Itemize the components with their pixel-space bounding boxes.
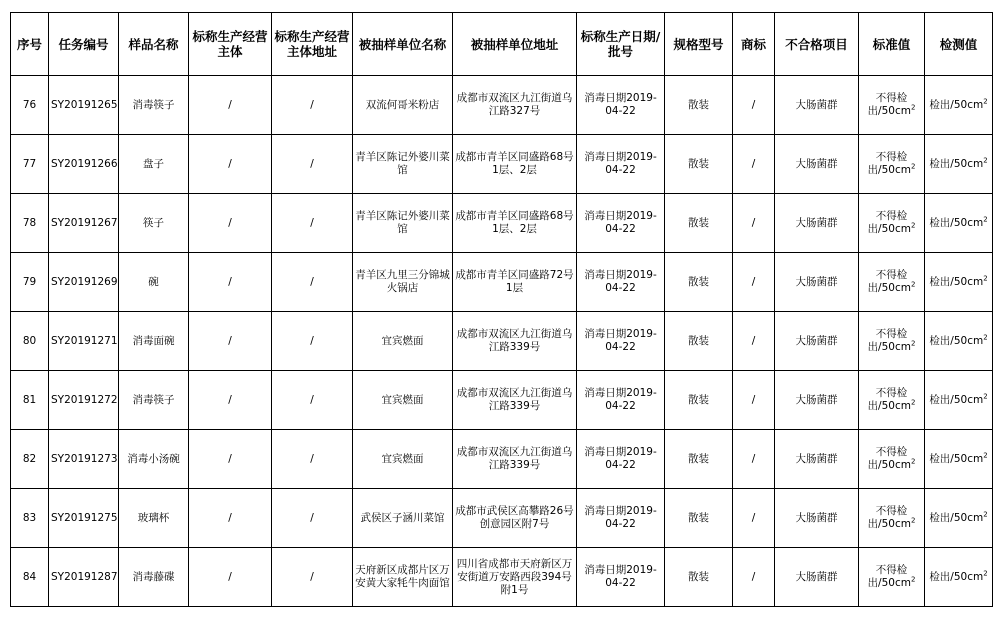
cell-no-text: 80 [22,334,37,347]
cell-sampled-unit-address-text: 成都市青羊区同盛路68号1层、2层 [455,151,574,176]
cell-sampled-unit [353,371,453,430]
cell-sample-name [119,135,189,194]
cell-production-date [577,548,665,607]
cell-standard-value [859,430,925,489]
cell-sampled-unit-address-text: 四川省成都市天府新区万安街道万安路西段394号附1号 [456,557,573,596]
cell-failed-item [775,312,859,371]
cell-spec [665,312,733,371]
cell-production-date-text: 消毒日期2019-04-22 [584,505,657,530]
cell-producer-text: / [228,275,232,288]
cell-sample-name [119,76,189,135]
cell-no-text: 81 [22,393,37,406]
cell-sampled-unit-address [453,253,577,312]
cell-producer-address [272,253,353,312]
cell-sampled-unit-text: 青羊区陈记外婆川菜馆 [355,151,450,176]
cell-standard-value [859,489,925,548]
cell-sampled-unit [353,194,453,253]
cell-failed-item-text: 大肠菌群 [795,570,838,583]
inspection-table [10,12,993,607]
cell-spec [665,76,733,135]
cell-test-value-text: 检出/50cm [929,570,984,583]
cell-spec [665,135,733,194]
table-row [11,76,993,135]
unit-exponent: 2 [910,575,916,584]
cell-no [11,371,49,430]
cell-sample-name [119,194,189,253]
header-test-value: 检测值 [925,13,993,76]
cell-production-date-text: 消毒日期2019-04-22 [584,151,657,176]
cell-failed-item [775,76,859,135]
cell-no-text: 82 [22,452,37,465]
cell-sampled-unit-address-text: 成都市双流区九江街道乌江路339号 [456,387,573,412]
cell-producer-address-text: / [310,98,314,111]
cell-test-value-text: 检出/50cm [929,216,984,229]
table-row [11,371,993,430]
cell-sample-name-text: 消毒筷子 [132,393,175,406]
cell-no [11,76,49,135]
table-row [11,194,993,253]
header-sampled-unit-address: 被抽样单位地址 [453,13,577,76]
cell-test-value [925,548,993,607]
cell-producer-text: / [228,393,232,406]
cell-standard-value [859,194,925,253]
cell-failed-item [775,548,859,607]
cell-failed-item-text: 大肠菌群 [795,511,838,524]
cell-no-text: 78 [22,216,37,229]
cell-task-id-text: SY20191287 [51,570,118,583]
cell-brand-text: / [751,157,756,170]
cell-no-text: 84 [22,570,37,583]
cell-spec-text: 散装 [688,570,709,583]
cell-failed-item-text: 大肠菌群 [795,275,838,288]
cell-standard-value-text: 不得检出/50cm [867,564,911,589]
cell-brand [733,430,775,489]
cell-standard-value [859,135,925,194]
cell-sampled-unit-address-text: 成都市双流区九江街道乌江路339号 [456,446,573,471]
cell-producer-address-text: / [310,393,314,406]
cell-sampled-unit-address [453,548,577,607]
cell-production-date-text: 消毒日期2019-04-22 [584,387,657,412]
cell-task-id [49,312,119,371]
cell-production-date-text: 消毒日期2019-04-22 [584,269,657,294]
cell-sampled-unit [353,312,453,371]
cell-failed-item [775,430,859,489]
cell-brand-text: / [751,216,756,229]
cell-spec-text: 散装 [688,393,709,406]
cell-production-date [577,430,665,489]
cell-producer-address-text: / [310,570,314,583]
cell-test-value-text: 检出/50cm [929,393,984,406]
cell-sample-name-text: 筷子 [143,216,164,229]
cell-standard-value-text: 不得检出/50cm [867,328,911,353]
cell-producer-address-text: / [310,275,314,288]
cell-sampled-unit [353,489,453,548]
cell-producer-text: / [228,216,232,229]
cell-production-date [577,76,665,135]
cell-production-date [577,489,665,548]
table-row [11,312,993,371]
cell-no-text: 83 [22,511,37,524]
cell-test-value-text: 检出/50cm [929,334,984,347]
header-sampled-unit: 被抽样单位名称 [353,13,453,76]
cell-sample-name [119,371,189,430]
cell-spec [665,548,733,607]
cell-sampled-unit-address [453,371,577,430]
cell-failed-item-text: 大肠菌群 [795,334,838,347]
cell-no [11,312,49,371]
cell-brand-text: / [751,511,756,524]
table-row [11,135,993,194]
table-body [11,76,993,607]
cell-sampled-unit [353,548,453,607]
table-row [11,489,993,548]
cell-failed-item [775,253,859,312]
table-row [11,430,993,489]
cell-sampled-unit-address [453,312,577,371]
cell-failed-item [775,371,859,430]
cell-spec-text: 散装 [688,511,709,524]
cell-sampled-unit [353,76,453,135]
header-producer: 标称生产经营主体 [189,13,272,76]
cell-sampled-unit [353,135,453,194]
unit-exponent: 2 [910,103,916,112]
cell-production-date-text: 消毒日期2019-04-22 [584,92,657,117]
cell-producer [189,76,272,135]
cell-test-value [925,430,993,489]
cell-test-value [925,253,993,312]
cell-brand [733,76,775,135]
cell-task-id-text: SY20191269 [51,275,118,288]
cell-spec-text: 散装 [688,98,709,111]
cell-sampled-unit-text: 青羊区九里三分锦城火锅店 [355,269,450,294]
header-spec: 规格型号 [665,13,733,76]
cell-producer-text: / [228,511,232,524]
cell-sampled-unit-address-text: 成都市武侯区高攀路26号创意园区附7号 [455,505,574,530]
cell-test-value [925,194,993,253]
cell-sampled-unit-address [453,76,577,135]
cell-sampled-unit-address-text: 成都市青羊区同盛路68号1层、2层 [455,210,574,235]
header-failed-item: 不合格项目 [775,13,859,76]
cell-failed-item-text: 大肠菌群 [795,98,838,111]
unit-exponent: 2 [983,392,988,400]
cell-sampled-unit-text: 天府新区成都片区万安黄大家牦牛肉面馆 [355,564,450,589]
cell-production-date-text: 消毒日期2019-04-22 [584,328,657,353]
cell-failed-item-text: 大肠菌群 [795,393,838,406]
cell-producer-text: / [228,452,232,465]
unit-exponent: 2 [983,569,988,577]
unit-exponent: 2 [983,215,988,223]
cell-producer [189,430,272,489]
header-task-id: 任务编号 [49,13,119,76]
cell-producer-text: / [228,334,232,347]
cell-producer [189,253,272,312]
cell-failed-item-text: 大肠菌群 [795,452,838,465]
cell-standard-value-text: 不得检出/50cm [867,210,911,235]
cell-producer [189,312,272,371]
cell-failed-item [775,194,859,253]
unit-exponent: 2 [983,333,988,341]
cell-brand [733,253,775,312]
cell-spec-text: 散装 [688,216,709,229]
cell-sampled-unit-address [453,194,577,253]
cell-sampled-unit-text: 武侯区子涵川菜馆 [360,511,445,524]
cell-spec-text: 散装 [688,452,709,465]
cell-production-date [577,371,665,430]
cell-spec [665,430,733,489]
cell-test-value-text: 检出/50cm [929,511,984,524]
table-row [11,253,993,312]
cell-sample-name [119,253,189,312]
unit-exponent: 2 [910,398,916,407]
cell-spec-text: 散装 [688,157,709,170]
cell-sampled-unit-text: 宜宾燃面 [381,393,424,406]
cell-sampled-unit-text: 青羊区陈记外婆川菜馆 [355,210,450,235]
cell-brand [733,489,775,548]
cell-test-value-text: 检出/50cm [929,275,984,288]
cell-sampled-unit [353,253,453,312]
table-header-row [11,13,993,76]
cell-brand [733,312,775,371]
cell-task-id-text: SY20191265 [51,98,118,111]
cell-brand [733,371,775,430]
header-sample-name: 样品名称 [119,13,189,76]
cell-producer-address [272,76,353,135]
cell-production-date-text: 消毒日期2019-04-22 [584,446,657,471]
cell-sample-name-text: 消毒藤碟 [132,570,175,583]
cell-spec [665,253,733,312]
cell-no [11,548,49,607]
cell-sample-name [119,430,189,489]
header-no: 序号 [11,13,49,76]
cell-standard-value [859,312,925,371]
cell-producer [189,489,272,548]
cell-standard-value [859,253,925,312]
cell-brand-text: / [751,393,756,406]
cell-no-text: 77 [22,157,37,170]
unit-exponent: 2 [983,451,988,459]
unit-exponent: 2 [910,280,916,289]
table-row [11,548,993,607]
cell-task-id-text: SY20191267 [51,216,118,229]
cell-production-date-text: 消毒日期2019-04-22 [584,564,657,589]
cell-producer-address-text: / [310,216,314,229]
cell-sample-name [119,548,189,607]
cell-no [11,430,49,489]
cell-no [11,253,49,312]
cell-no [11,194,49,253]
cell-production-date [577,253,665,312]
cell-task-id [49,430,119,489]
unit-exponent: 2 [983,510,988,518]
cell-task-id [49,76,119,135]
cell-test-value-text: 检出/50cm [929,98,984,111]
unit-exponent: 2 [910,162,916,171]
cell-standard-value-text: 不得检出/50cm [867,387,911,412]
cell-standard-value-text: 不得检出/50cm [867,505,911,530]
cell-producer-address-text: / [310,452,314,465]
cell-no-text: 76 [22,98,37,111]
unit-exponent: 2 [910,516,916,525]
cell-sampled-unit-address [453,430,577,489]
cell-producer-text: / [228,98,232,111]
cell-production-date [577,194,665,253]
cell-brand-text: / [751,570,756,583]
cell-producer-address-text: / [310,511,314,524]
cell-producer [189,548,272,607]
header-producer-address: 标称生产经营主体地址 [272,13,353,76]
cell-producer-address [272,194,353,253]
cell-task-id [49,548,119,607]
cell-test-value [925,312,993,371]
cell-brand-text: / [751,452,756,465]
cell-producer [189,194,272,253]
cell-test-value [925,135,993,194]
cell-task-id [49,253,119,312]
cell-sample-name [119,312,189,371]
cell-task-id-text: SY20191271 [51,334,118,347]
cell-producer [189,135,272,194]
header-brand: 商标 [733,13,775,76]
cell-brand-text: / [751,334,756,347]
cell-standard-value-text: 不得检出/50cm [867,151,911,176]
cell-task-id [49,135,119,194]
cell-standard-value-text: 不得检出/50cm [867,269,911,294]
cell-producer-address-text: / [310,334,314,347]
unit-exponent: 2 [983,97,988,105]
cell-sampled-unit-address-text: 成都市青羊区同盛路72号1层 [455,269,574,294]
cell-production-date [577,312,665,371]
cell-spec-text: 散装 [688,275,709,288]
unit-exponent: 2 [910,457,916,466]
cell-task-id [49,489,119,548]
cell-standard-value [859,548,925,607]
cell-sample-name-text: 消毒小汤碗 [127,452,180,465]
cell-sampled-unit-text: 双流何哥米粉店 [365,98,440,111]
cell-no [11,135,49,194]
cell-task-id [49,194,119,253]
cell-producer-text: / [228,157,232,170]
unit-exponent: 2 [983,274,988,282]
cell-producer-text: / [228,570,232,583]
cell-producer-address [272,135,353,194]
cell-no [11,489,49,548]
cell-task-id-text: SY20191275 [51,511,118,524]
cell-producer-address [272,489,353,548]
cell-standard-value [859,371,925,430]
cell-sample-name-text: 盘子 [143,157,164,170]
cell-test-value [925,489,993,548]
cell-sampled-unit [353,430,453,489]
cell-test-value-text: 检出/50cm [929,452,984,465]
cell-task-id [49,371,119,430]
cell-spec-text: 散装 [688,334,709,347]
cell-test-value [925,76,993,135]
cell-sampled-unit-address-text: 成都市双流区九江街道乌江路327号 [456,92,573,117]
cell-brand [733,135,775,194]
cell-spec [665,371,733,430]
cell-producer-address [272,371,353,430]
cell-sample-name-text: 碗 [148,275,159,288]
cell-failed-item-text: 大肠菌群 [795,216,838,229]
cell-producer [189,371,272,430]
cell-producer-address [272,312,353,371]
cell-standard-value [859,76,925,135]
cell-sample-name-text: 玻璃杯 [137,511,170,524]
cell-brand-text: / [751,275,756,288]
cell-producer-address [272,548,353,607]
cell-failed-item-text: 大肠菌群 [795,157,838,170]
cell-sampled-unit-text: 宜宾燃面 [381,452,424,465]
cell-test-value-text: 检出/50cm [929,157,984,170]
cell-sampled-unit-address-text: 成都市双流区九江街道乌江路339号 [456,328,573,353]
cell-standard-value-text: 不得检出/50cm [867,446,911,471]
cell-production-date [577,135,665,194]
cell-brand-text: / [751,98,756,111]
cell-sampled-unit-address [453,135,577,194]
header-production-date: 标称生产日期/批号 [577,13,665,76]
header-standard-value: 标准值 [859,13,925,76]
unit-exponent: 2 [910,339,916,348]
unit-exponent: 2 [910,221,916,230]
cell-standard-value-text: 不得检出/50cm [867,92,911,117]
cell-no-text: 79 [22,275,37,288]
cell-failed-item [775,135,859,194]
cell-failed-item [775,489,859,548]
cell-task-id-text: SY20191266 [51,157,118,170]
cell-sampled-unit-text: 宜宾燃面 [381,334,424,347]
cell-producer-address [272,430,353,489]
cell-brand [733,548,775,607]
cell-sampled-unit-address [453,489,577,548]
cell-producer-address-text: / [310,157,314,170]
cell-sample-name-text: 消毒面碗 [132,334,175,347]
cell-brand [733,194,775,253]
cell-spec [665,489,733,548]
cell-sample-name-text: 消毒筷子 [132,98,175,111]
cell-spec [665,194,733,253]
inspection-results-page [10,12,992,607]
cell-sample-name [119,489,189,548]
cell-production-date-text: 消毒日期2019-04-22 [584,210,657,235]
cell-task-id-text: SY20191272 [51,393,118,406]
unit-exponent: 2 [983,156,988,164]
cell-test-value [925,371,993,430]
cell-task-id-text: SY20191273 [51,452,118,465]
